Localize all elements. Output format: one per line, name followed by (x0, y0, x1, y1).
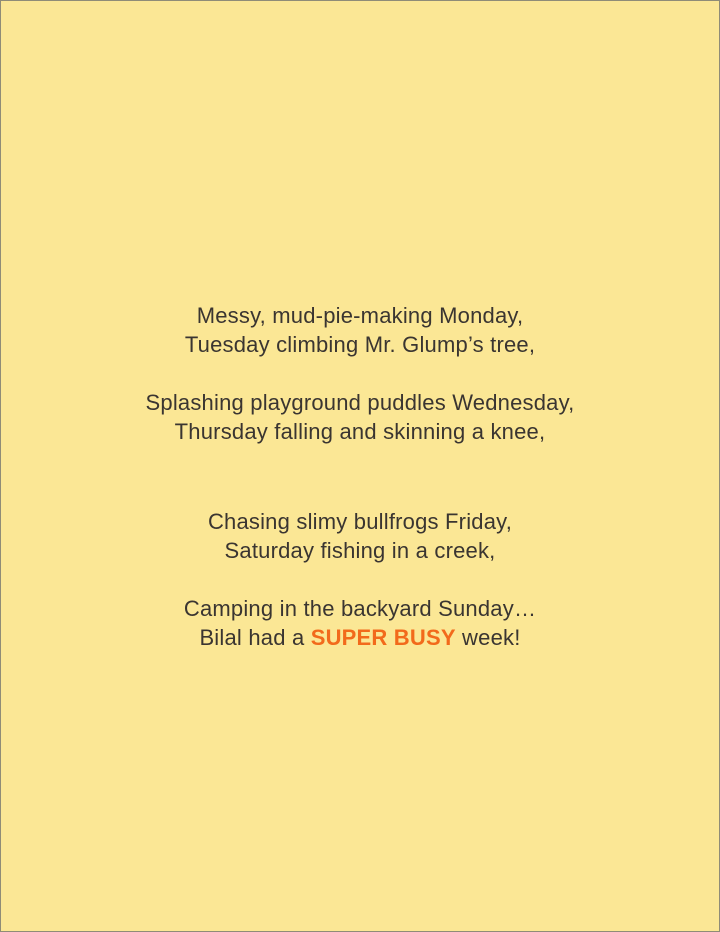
poem-stanza-3 (1, 507, 719, 565)
poem-line: Camping in the backyard Sunday… (183, 596, 537, 621)
poem-final-line (1, 623, 719, 652)
poem-line: Tuesday climbing Mr. Glump’s tree, (184, 332, 536, 357)
final-line-suffix: week! (455, 625, 521, 650)
super-busy-highlight: SUPER BUSY (310, 625, 456, 650)
poem-line: Messy, mud-pie-making Monday, (196, 303, 524, 328)
poem-stanza-4 (1, 594, 719, 652)
poem-line: Chasing slimy bullfrogs Friday, (207, 509, 513, 534)
poem-line: Thursday falling and skinning a knee, (174, 419, 546, 444)
final-line-prefix: Bilal had a (199, 625, 311, 650)
poem-stanza-1 (1, 301, 719, 359)
poem-line: Splashing playground puddles Wednesday, (145, 390, 575, 415)
poem-line: Saturday fishing in a creek, (224, 538, 496, 563)
poem-text (1, 301, 719, 681)
poem-stanza-2 (1, 388, 719, 446)
